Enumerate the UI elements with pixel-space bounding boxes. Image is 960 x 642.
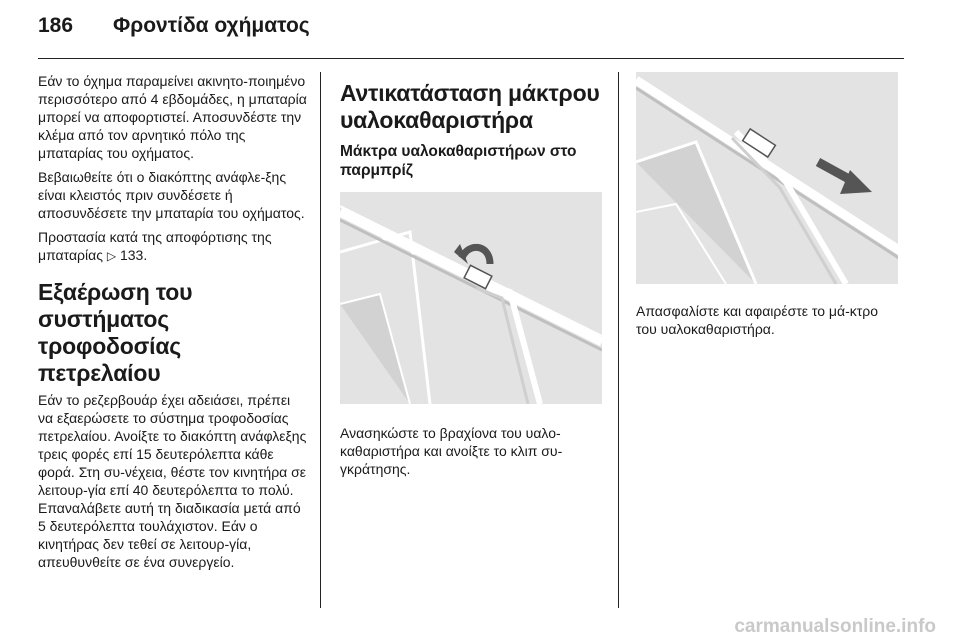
column-right <box>636 72 902 344</box>
section-heading-wiper-replacement: Αντικατάσταση μάκτρου υαλοκαθαριστήρα <box>340 80 600 133</box>
column-divider <box>320 72 321 608</box>
chapter-title: Φροντίδα οχήματος <box>113 14 310 37</box>
reference-arrow-icon: ▷ <box>106 249 117 263</box>
column-divider <box>618 72 619 608</box>
caption-lift-arm: Ανασηκώστε το βραχίονα του υαλο-καθαριστήρα και ανοίξτε το κλιπ συ-γκράτησης. <box>340 425 563 477</box>
page-header <box>38 14 904 59</box>
column-middle <box>340 72 604 484</box>
column-left <box>38 72 308 577</box>
caption-remove-blade: Απασφαλίστε και αφαιρέστε το μά-κτρο του υαλοκαθαριστήρα. <box>636 303 879 337</box>
section-heading-fuel-bleeding: Εξαέρωση του συστήματος τροφοδοσίας πετρελαίου <box>38 279 193 386</box>
watermark: carmanualsonline.info <box>734 616 936 637</box>
paragraph-fuel-bleeding: Εάν το ρεζερβουάρ έχει αδειάσει, πρέπει να εξαερώσετε το σύστημα τροφοδοσίας πετρελαίου. Ανοίξτε το διακόπτη ανάφλεξης τρεις φορές επί 15 δευτερόλεπτα κάθε φορά. Στη συ-νέχεια, θέστε τον κινητήρα σε λειτουρ-γία επί 40 δευτερόλεπτα το πολύ. Επαναλάβετε αυτή τη διαδικασία μετά από 5 δευτερόλεπτα τουλάχιστον. Εάν ο κινητήρας δεν τεθεί σε λειτουρ-γία, απευθυνθείτε σε ένα συνεργείο. <box>38 392 307 570</box>
wiper-lift-illustration <box>340 192 602 404</box>
wiper-blade-illustration <box>636 72 898 284</box>
discharge-protection-text: Προστασία κατά της αποφόρτισης της μπαταρίας <box>38 229 272 263</box>
wiper-remove-illustration <box>636 72 898 284</box>
page-number: 186 <box>38 14 74 37</box>
wiper-arm-illustration <box>340 192 602 404</box>
paragraph-ignition-check: Βεβαιωθείτε ότι ο διακόπτης ανάφλε-ξης είναι κλειστός πριν συνδέσετε ή αποσυνδέσετε την μπαταρία του οχήματος. <box>38 169 305 221</box>
paragraph-discharge-protection <box>38 228 308 265</box>
paragraph-battery-storage: Εάν το όχημα παραμείνει ακινητο-ποιημένο περισσότερο από 4 εβδομάδες, η μπαταρία μπορεί να αποφορτιστεί. Αποσυνδέστε την κλέμα από τον αρνητικό πόλο της μπαταρίας του οχήματος. <box>38 73 307 161</box>
discharge-protection-ref[interactable]: 133. <box>119 247 148 263</box>
subheading-windscreen-wipers: Μάκτρα υαλοκαθαριστήρων στο παρμπρίζ <box>340 143 577 179</box>
